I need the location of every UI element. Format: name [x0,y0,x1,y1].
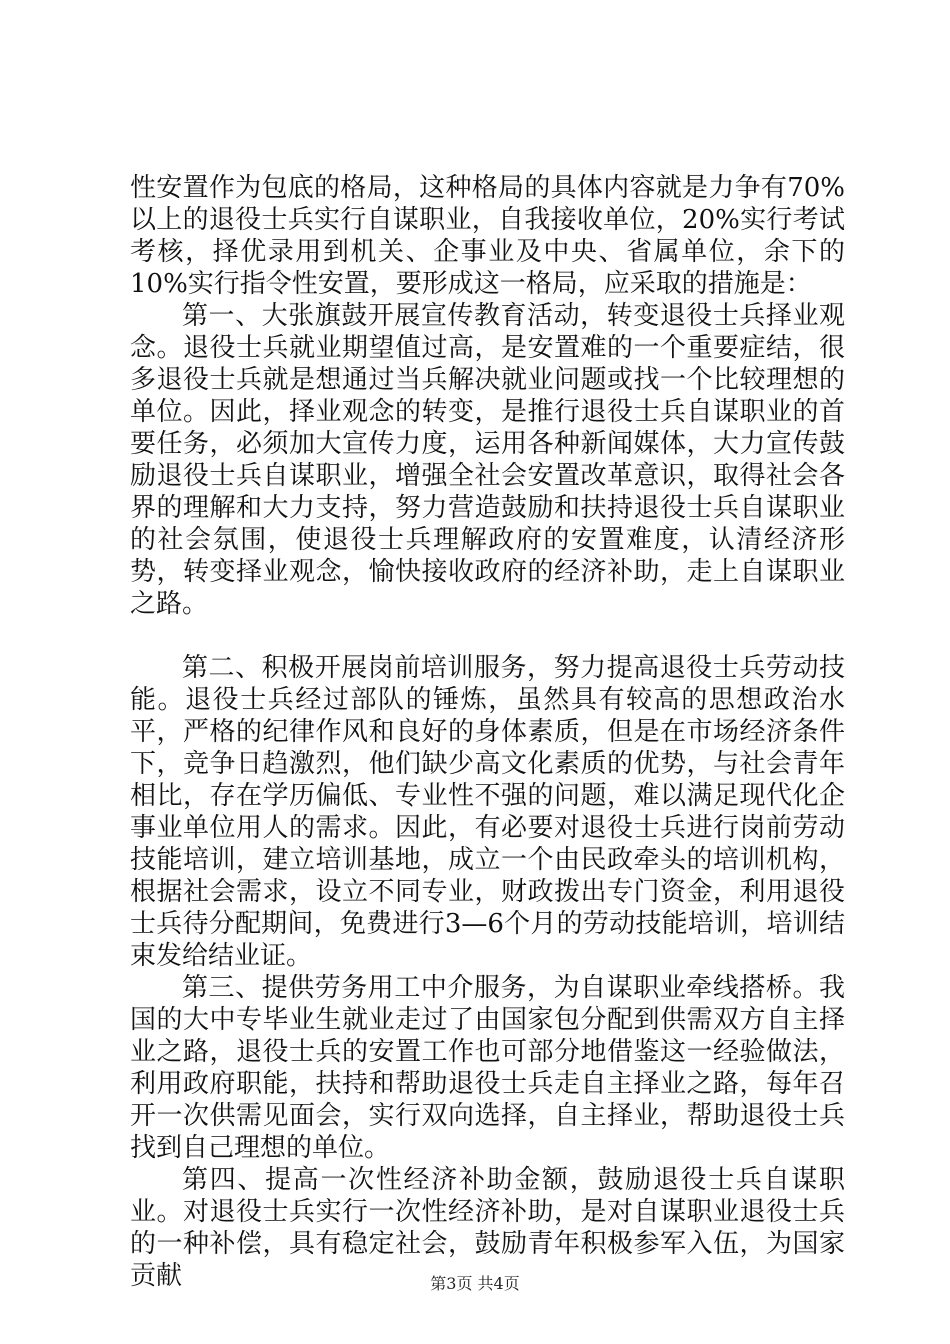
paragraph-measure-four: 第四、提高一次性经济补助金额，鼓励退役士兵自谋职业。对退役士兵实行一次性经济补助，是对自谋职业退役士兵的一种补偿，具有稳定社会，鼓励青年积极参军入伍，为国家贡献 [130,1165,845,1291]
paragraph-measure-one: 第一、大张旗鼓开展宣传教育活动，转变退役士兵择业观念。退役士兵就业期望值过高，是安置难的一个重要症结，很多退役士兵就是想通过当兵解决就业问题或找一个比较理想的单位。因此，择业观念的转变，是推行退役士兵自谋职业的首要任务，必须加大宣传力度，运用各种新闻媒体，大力宣传鼓励退役士兵自谋职业，增强全社会安置改革意识，取得社会各界的理解和大力支持，努力营造鼓励和扶持退役士兵自谋职业的社会氛围，使退役士兵理解政府的安置难度，认清经济形势，转变择业观念，愉快接收政府的经济补助，走上自谋职业之路。 [130,301,845,619]
paragraph-intro-continuation: 性安置作为包底的格局，这种格局的具体内容就是力争有70%以上的退役士兵实行自谋职业，自我接收单位，20%实行考试考核，择优录用到机关、企事业及中央、省属单位，余下的10%实行指令性安置，要形成这一格局，应采取的措施是： [130,173,845,299]
paragraph-measure-two: 第二、积极开展岗前培训服务，努力提高退役士兵劳动技能。退役士兵经过部队的锤炼，虽然具有较高的思想政治水平，严格的纪律作风和良好的身体素质，但是在市场经济条件下，竞争日趋激烈，他们缺少高文化素质的优势，与社会青年相比，存在学历偏低、专业性不强的问题，难以满足现代化企事业单位用人的需求。因此，有必要对退役士兵进行岗前劳动技能培训，建立培训基地，成立一个由民政牵头的培训机构，根据社会需求，设立不同专业，财政拨出专门资金，利用退役士兵待分配期间，免费进行3—6个月的劳动技能培训，培训结束发给结业证。 [130,653,845,971]
document-body [130,172,845,1292]
page-number-indicator: 第3页 共4页 [430,1274,520,1293]
paragraph-measure-three: 第三、提供劳务用工中介服务，为自谋职业牵线搭桥。我国的大中专毕业生就业走过了由国家包分配到供需双方自主择业之路，退役士兵的安置工作也可部分地借鉴这一经验做法，利用政府职能，扶持和帮助退役士兵走自主择业之路，每年召开一次供需见面会，实行双向选择，自主择业，帮助退役士兵找到自己理想的单位。 [130,973,845,1163]
page-footer [0,1274,950,1294]
